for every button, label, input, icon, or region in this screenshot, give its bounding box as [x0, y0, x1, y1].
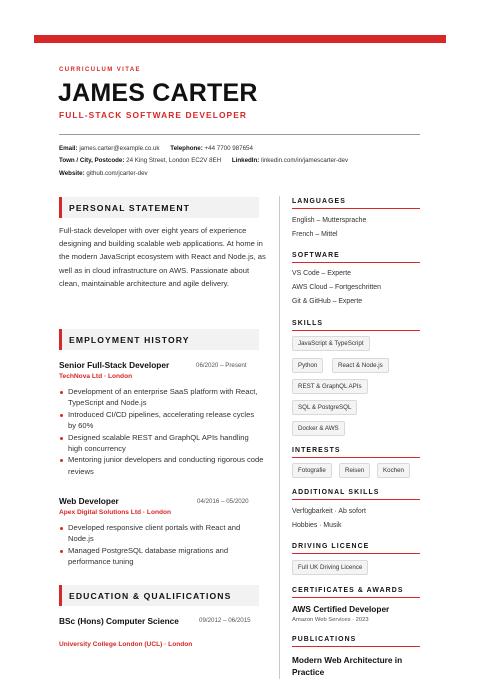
- email-label: Email:: [59, 145, 78, 152]
- location-label: Town / City, Postcode:: [59, 157, 125, 164]
- publication-title: Modern Web Architecture in Practice: [292, 655, 403, 678]
- sidebar-heading-driving-licence: DRIVING LICENCE: [292, 543, 420, 554]
- interest-chip: Fotografie: [292, 463, 332, 478]
- list-item: Managed PostgreSQL database migrations and performance tuning: [59, 545, 264, 568]
- email-value[interactable]: james.carter@example.co.uk: [79, 145, 160, 152]
- sidebar-heading-software: SOFTWARE: [292, 252, 420, 263]
- list-item: Development of an enterprise SaaS platform with React, TypeScript and Node.js: [59, 386, 264, 409]
- school-name: University College London (UCL) · London: [59, 641, 193, 648]
- top-accent-bar: [34, 35, 446, 43]
- skill-chip: React & Node.js: [332, 358, 389, 373]
- section-heading: PERSONAL STATEMENT: [69, 203, 191, 213]
- driving-licence-chip: Full UK Driving Licence: [292, 560, 368, 575]
- skill-chip: REST & GraphQL APIs: [292, 379, 368, 394]
- additional-skill-item: Verfügbarkeit · Ab sofort: [292, 508, 366, 515]
- software-item: VS Code – Experte: [292, 270, 351, 277]
- job-company: TechNova Ltd · London: [59, 373, 133, 380]
- skill-chip: Python: [292, 358, 323, 373]
- website-label: Website:: [59, 170, 85, 177]
- job-title: Senior Full-Stack Developer: [59, 360, 170, 370]
- sidebar-heading-certificates: CERTIFICATES & AWARDS: [292, 587, 420, 598]
- language-item: English – Muttersprache: [292, 217, 367, 224]
- sidebar-heading-interests: INTERESTS: [292, 447, 420, 458]
- job-company: Apex Digital Solutions Ltd · London: [59, 509, 172, 516]
- skill-chip: JavaScript & TypeScript: [292, 336, 370, 351]
- section-education: [59, 585, 259, 606]
- website-value[interactable]: github.com/jcarter-dev: [86, 170, 148, 177]
- job-dates: 04/2016 – 05/2020: [197, 498, 249, 505]
- candidate-name: JAMES CARTER: [58, 79, 258, 107]
- skill-chip: SQL & PostgreSQL: [292, 400, 357, 415]
- job-dates: 06/2020 – Present: [196, 362, 247, 369]
- software-item: AWS Cloud – Fortgeschritten: [292, 284, 381, 291]
- sidebar-heading-additional-skills: ADDITIONAL SKILLS: [292, 489, 420, 500]
- location-value: 24 King Street, London EC2V 8EH: [126, 157, 222, 164]
- personal-statement-text: Full-stack developer with over eight years of experience designing and building scalable web applications. At home in the modern JavaScript ecosystem with React and Node.js, as well as in cloud infrastructure on AWS. Passionate about clean, maintainable architecture and agile delivery.: [59, 226, 266, 288]
- section-employment: [59, 329, 259, 350]
- certificate-title: AWS Certified Developer: [292, 604, 390, 614]
- sidebar-heading-skills: SKILLS: [292, 320, 420, 331]
- sidebar-heading-languages: LANGUAGES: [292, 198, 420, 209]
- interest-chip: Reisen: [339, 463, 370, 478]
- job-bullets: [59, 386, 264, 477]
- phone-label: Telephone:: [170, 145, 203, 152]
- candidate-role: FULL-STACK SOFTWARE DEVELOPER: [59, 110, 248, 120]
- interest-chip: Kochen: [377, 463, 410, 478]
- software-item: Git & GitHub – Experte: [292, 298, 363, 305]
- phone-value[interactable]: +44 7700 987654: [204, 145, 253, 152]
- language-item: French – Mittel: [292, 231, 338, 238]
- section-personal-statement: [59, 197, 259, 218]
- list-item: Developed responsive client portals with React and Node.js: [59, 522, 264, 545]
- contact-line-3: [59, 170, 148, 177]
- job-bullets: [59, 522, 264, 568]
- list-item: Mentoring junior developers and conducting rigorous code reviews: [59, 454, 264, 477]
- list-item: Introduced CI/CD pipelines, accelerating release cycles by 60%: [59, 409, 264, 432]
- column-divider: [279, 196, 280, 679]
- contact-line-1: [59, 145, 253, 152]
- contact-line-2: [59, 157, 348, 164]
- list-item: Designed scalable REST and GraphQL APIs handling high concurrency: [59, 432, 264, 455]
- linkedin-label: LinkedIn:: [231, 157, 260, 164]
- skill-chip: Docker & AWS: [292, 421, 345, 436]
- section-heading: EDUCATION & QUALIFICATIONS: [69, 591, 232, 601]
- job-title: Web Developer: [59, 496, 119, 506]
- sidebar-heading-publications: PUBLICATIONS: [292, 636, 420, 647]
- degree-dates: 09/2012 – 06/2015: [199, 617, 251, 624]
- header-rule: [59, 134, 420, 135]
- certificate-detail: Amazon Web Services · 2023: [292, 617, 369, 623]
- section-heading: EMPLOYMENT HISTORY: [69, 335, 190, 345]
- linkedin-value[interactable]: linkedin.com/in/jamescarter-dev: [261, 157, 349, 164]
- document-eyebrow: CURRICULUM VITAE: [59, 67, 141, 73]
- degree-title: BSc (Hons) Computer Science: [59, 616, 179, 626]
- additional-skill-item: Hobbies · Musik: [292, 522, 342, 529]
